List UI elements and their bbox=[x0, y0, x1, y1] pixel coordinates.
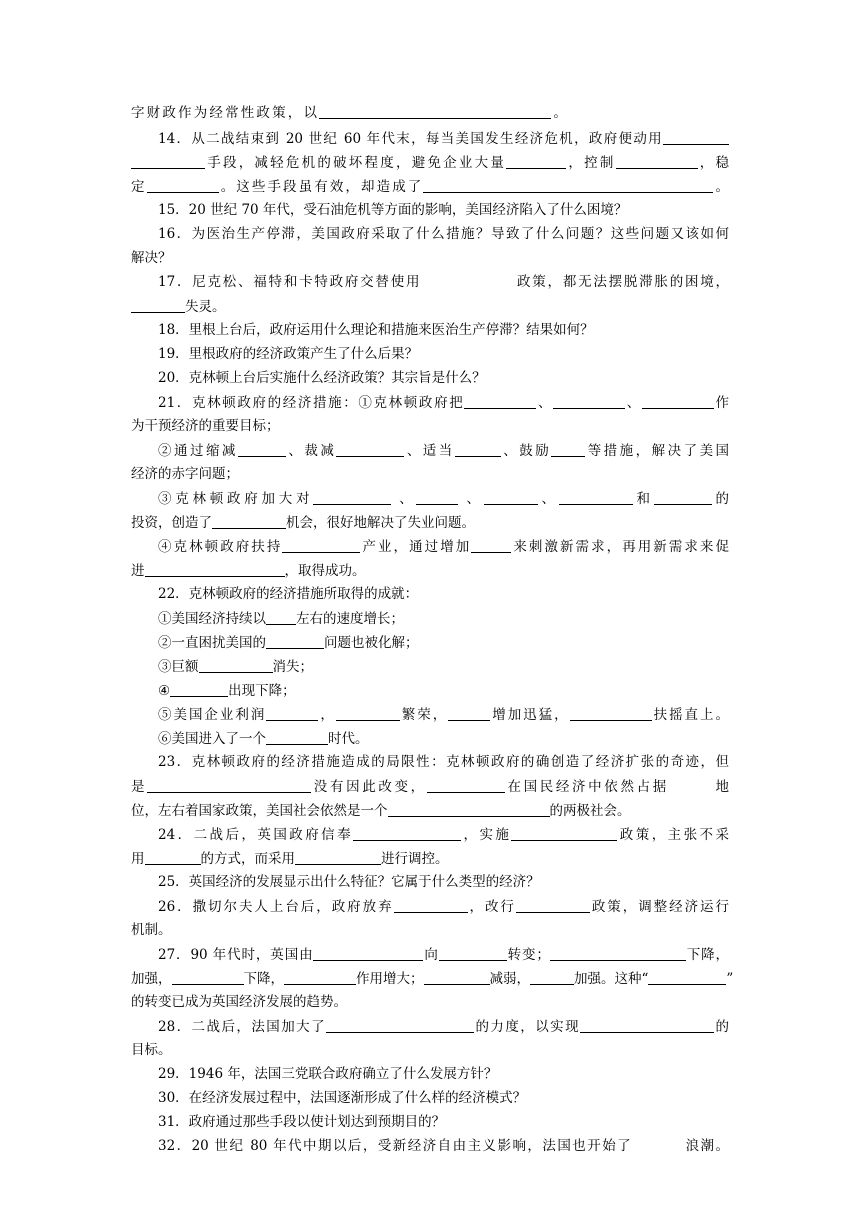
question-29: 29．1946 年，法国三党联合政府确立了什么发展方针？ bbox=[158, 1066, 498, 1082]
blank bbox=[616, 154, 698, 169]
blank bbox=[145, 850, 201, 865]
blank bbox=[448, 706, 490, 721]
blank bbox=[238, 442, 286, 457]
blank bbox=[145, 562, 285, 577]
blank bbox=[580, 1018, 714, 1033]
text-line: 字财政作为经常性政策，以 。 bbox=[131, 105, 570, 121]
text-line: 失灵。 bbox=[131, 298, 729, 315]
blank bbox=[551, 442, 585, 457]
text-line: 解决？ bbox=[131, 250, 172, 266]
text-line: 进 ，取得成功。 bbox=[131, 563, 366, 579]
question-27: 27．90 年代时，英国由 向 转变； 下降， bbox=[158, 947, 729, 963]
blank bbox=[424, 970, 490, 985]
text-line: ①美国经济持续以 左右的速度增长； bbox=[158, 611, 404, 627]
blank bbox=[570, 706, 652, 721]
blank bbox=[319, 104, 551, 119]
blank bbox=[295, 850, 381, 865]
blank bbox=[648, 970, 726, 985]
question-19: 19．里根政府的经济政策产生了什么后果？ bbox=[158, 346, 419, 362]
blank bbox=[326, 1018, 474, 1033]
blank bbox=[212, 514, 286, 529]
text-line: 投资，创造了 机会，很好地解决了失业问题。 bbox=[131, 515, 475, 531]
blank bbox=[131, 298, 185, 313]
blank bbox=[455, 442, 501, 457]
question-31: 31．政府通过那些手段以使计划达到预期目的？ bbox=[158, 1114, 446, 1130]
blank bbox=[313, 490, 391, 505]
text-line: 是 没有因此改变， 在国民经济中依然占据 地 bbox=[131, 779, 730, 795]
blank bbox=[131, 154, 205, 169]
text-line: 机制。 bbox=[131, 922, 172, 938]
text-line: 的转变已成为英国经济发展的趋势。 bbox=[131, 994, 347, 1010]
blank bbox=[147, 778, 311, 793]
blank bbox=[559, 490, 633, 505]
text-line: ⑥美国进入了一个 时代。 bbox=[158, 731, 369, 747]
question-28: 28．二战后，法国加大了 的力度，以实现 的 bbox=[158, 1019, 730, 1035]
text-line: 用 的方式，而采用 进行调控。 bbox=[131, 851, 449, 867]
blank bbox=[416, 490, 458, 505]
question-24: 24．二战后，英国政府信奉 ，实施 政策，主张不采 bbox=[158, 827, 729, 843]
blank bbox=[471, 538, 511, 553]
text-line: ②通过缩减 、裁减 、适当 、鼓励 等措施，解决了美国 bbox=[158, 443, 730, 459]
question-26: 26．撒切尔夫人上台后，政府放弃 ，改行 政策，调整经济运行 bbox=[158, 899, 730, 915]
question-16: 16．为医治生产停滞，美国政府采取了什么措施？导致了什么问题？这些问题又该如何 bbox=[158, 226, 729, 242]
blank bbox=[170, 682, 228, 697]
blank bbox=[266, 730, 328, 745]
blank bbox=[516, 898, 590, 913]
blank bbox=[336, 706, 400, 721]
question-32: 32．20 世纪 80 年代中期以后，受新经济自由主义影响，法国也开始了 浪潮。 bbox=[158, 1138, 729, 1154]
blank bbox=[266, 706, 318, 721]
blank bbox=[427, 778, 505, 793]
blank bbox=[506, 154, 566, 169]
blank bbox=[282, 538, 360, 553]
blank bbox=[172, 970, 244, 985]
blank bbox=[394, 898, 468, 913]
blank bbox=[199, 658, 273, 673]
question-14: 14．从二战结束到 20 世纪 60 年代末，每当美国发生经济危机，政府便动用 bbox=[158, 130, 729, 147]
blank bbox=[663, 130, 729, 145]
text-line: 为干预经济的重要目标； bbox=[131, 418, 280, 434]
blank bbox=[388, 802, 550, 817]
blank bbox=[336, 442, 404, 457]
blank bbox=[423, 178, 713, 193]
blank bbox=[464, 394, 536, 409]
blank bbox=[654, 490, 712, 505]
blank bbox=[642, 394, 714, 409]
blank bbox=[284, 970, 356, 985]
question-30: 30．在经济发展过程中，法国逐渐形成了什么样的经济模式？ bbox=[158, 1090, 527, 1106]
blank bbox=[530, 970, 574, 985]
question-23: 23．克林顿政府的经济措施造成的局限性：克林顿政府的确创造了经济扩张的奇迹，但 bbox=[158, 754, 729, 770]
text-line: 手段，减轻危机的破坏程度，避免企业大量 ，控制 ，稳 bbox=[131, 154, 729, 171]
blank bbox=[511, 826, 617, 841]
blank bbox=[439, 946, 507, 961]
text-line: 经济的赤字问题； bbox=[131, 466, 239, 482]
text-line: 定 。这些手段虽有效，却造成了 。 bbox=[131, 179, 729, 195]
blank bbox=[484, 490, 538, 505]
text-line: ⑤美国企业利润 ， 繁荣， 增加迅猛， 扶摇直上。 bbox=[158, 707, 730, 723]
text-line: 目标。 bbox=[131, 1042, 172, 1058]
blank bbox=[266, 634, 324, 649]
question-25: 25．英国经济的发展显示出什么特征？它属于什么类型的经济？ bbox=[158, 874, 540, 890]
text-line: 加强， 下降， 作用增大； 减弱， 加强。这种“ ” bbox=[131, 971, 734, 987]
text-line: ③巨额 消失； bbox=[158, 659, 313, 675]
text-line: ④克林顿政府扶持 产业，通过增加 来刺激新需求，再用新需求来促 bbox=[158, 539, 730, 555]
blank bbox=[313, 946, 423, 961]
question-20: 20．克林顿上台后实施什么经济政策？其宗旨是什么？ bbox=[158, 370, 486, 386]
blank bbox=[550, 946, 686, 961]
text-line: 位，左右着国家政策，美国社会依然是一个 的两极社会。 bbox=[131, 803, 631, 819]
blank bbox=[353, 826, 461, 841]
blank bbox=[553, 394, 625, 409]
question-22: 22．克林顿政府的经济措施所取得的成就： bbox=[158, 586, 419, 602]
text-line: ③克林顿政府加大对 、 、 、 和 的 bbox=[158, 491, 730, 507]
blank bbox=[147, 178, 219, 193]
text-line: ④ 出现下降； bbox=[158, 683, 296, 699]
text-line: ②一直困扰美国的 问题也被化解； bbox=[158, 635, 419, 651]
question-21: 21．克林顿政府的经济措施：①克林顿政府把 、 、 作 bbox=[158, 395, 729, 411]
question-17: 17．尼克松、福特和卡特政府交替使用 政策，都无法摆脱滞胀的困境， bbox=[158, 274, 730, 290]
blank bbox=[266, 610, 296, 625]
question-18: 18．里根上台后，政府运用什么理论和措施来医治生产停滞？结果如何？ bbox=[158, 322, 594, 338]
question-15: 15．20 世纪 70 年代，受石油危机等方面的影响，美国经济陷入了什么困境？ bbox=[158, 202, 628, 218]
